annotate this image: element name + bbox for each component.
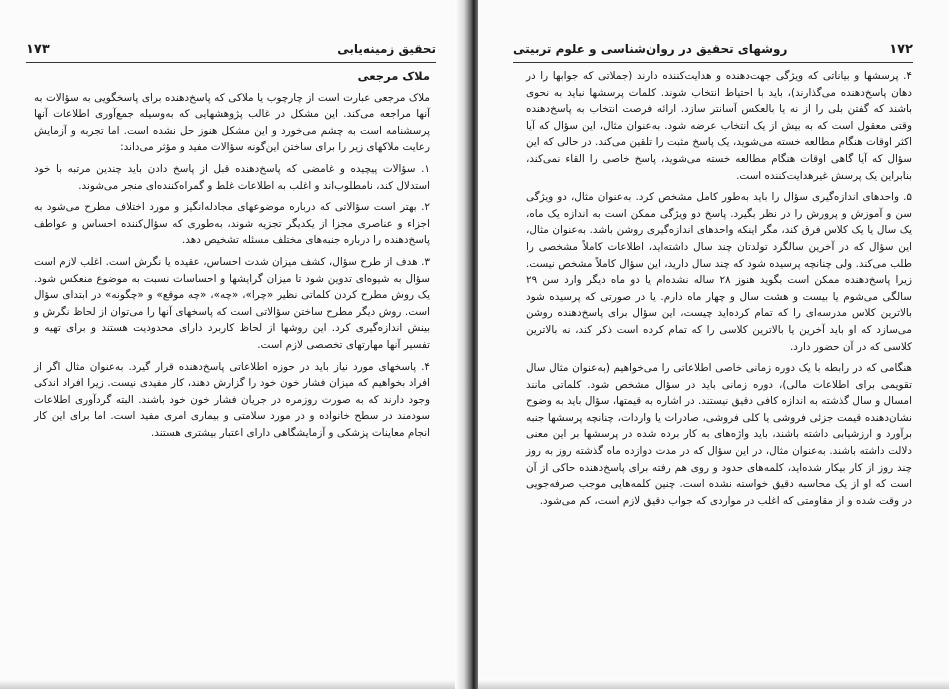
paragraph: ۵. واحدهای اندازه‌گیری سؤال را باید به‌طور کامل مشخص کرد. به‌عنوان مثال، دو ویژگی سن و آموزش و پرورش را در نظر بگیرد. پاسخ دو ویژگی ممکن است به اندازه یک ماه، یک سال یا یک کلاس فرق کند، مگر اینکه واحدهای اندازه‌گیری روشن باشد. به‌عنوان مثال، این سؤال که در آخرین سالگرد تولدتان چند سال داشته‌اید، اطلاعات کاملاً مشخصی را طلب می‌کند. ولی چنانچه پرسیده شود که چند سال دارید، این سؤال کاملاً مشخص نیست. زیرا پاسخ‌دهنده ممکن است بگوید هنوز ۲۸ ساله نشده‌ام یا دو ماه دیگر وارد سن ۲۹ سالگی می‌شوم یا بیست و هشت سال و چهار ماه دارم. یا در صورتی که پرسیده شود بالاترین کلاس مدرسه‌ای را که تمام کرده‌اید چیست، این سؤال برای پاسخ‌دهنده روشن می‌سازد که او باید آخرین یا بالاترین کلاسی را که تمام کرده است ذکر کند، نه بالاترین کلاسی که در آن حضور دارد. xyxy=(526,191,912,353)
right-page-running-title: روشهای تحقیق در روان‌شناسی و علوم تربیتی xyxy=(513,42,788,56)
paragraph: ملاک مرجعی عبارت است از چارچوب یا ملاکی که پاسخ‌دهنده برای پاسخگویی به سؤالات به آنها مراجعه می‌کند. این مشکل در غالب پژوهشهایی که به‌وسیله جمع‌آوری اطلاعات آنها پرسشنامه است به چشم می‌خورد و این مشکل هنوز حل نشده است. اما تجربه و آزمایش رعایت ملاکهای زیر را برای ساختن این‌گونه سؤالات مفید و مؤثر می‌داند: xyxy=(34,91,430,154)
right-page-number: ۱۷۲ xyxy=(889,41,913,57)
right-header-rule xyxy=(513,62,913,63)
right-page xyxy=(478,0,949,689)
right-page-header xyxy=(513,38,913,60)
left-page xyxy=(0,0,462,689)
left-page-number: ۱۷۳ xyxy=(26,41,50,57)
right-page-text xyxy=(526,68,912,514)
paragraph: ۳. هدف از طرح سؤال، کشف میزان شدت احساس، عقیده یا نگرش است. اغلب لازم است سؤال به شیوه‌ای تدوین شود تا میزان گرایشها و احساسات نسبت به موضوع منعکس شود. یک روش مطرح کردن کلماتی نظیر «چرا»، «چه»، «چه موقع» و «چگونه» در ابتدای سؤال است. روش دیگر مطرح ساختن سؤالاتی است که پاسخهای آنها را می‌توان از لحاظ نگرش و بینش اندازه‌گیری کرد. این روشها از لحاظ کاربرد دارای محدودیت هستند و برای تهیه و تفسیر آنها مهارتهای تخصصی لازم است. xyxy=(34,255,430,351)
paragraph: ۱. سؤالات پیچیده و غامضی که پاسخ‌دهنده قبل از پاسخ دادن باید چندین مرتبه با خود استدلال کند، نامطلوب‌اند و اغلب به اطلاعات غلط و گمراه‌کننده‌ای منجر می‌شوند. xyxy=(34,162,430,192)
paragraph: ۴. پاسخهای مورد نیاز باید در حوزه اطلاعاتی پاسخ‌دهنده قرار گیرد. به‌عنوان مثال اگر از افراد بخواهیم که میزان فشار خون خود را گزارش دهند، کار مفیدی نیست. زیرا افراد اندکی وجود دارند که به صورت روزمره در جریان فشار خون خود باشند. البته گردآوری اطلاعات سودمند در سطح خانواده و در مورد سلامتی و بیماری امری مفید است. اما برای این کار انجام معاینات پزشکی و آزمایشگاهی دارای اعتبار بیشتری هستند. xyxy=(34,360,430,439)
page-bottom-shadow xyxy=(478,679,949,689)
left-page-text xyxy=(34,68,430,446)
paragraph: هنگامی که در رابطه با یک دوره زمانی خاصی اطلاعاتی را می‌خواهیم (به‌عنوان مثال سال تقویمی برای اطلاعات مالی)، دوره زمانی باید در سؤال مشخص شود. کلماتی مانند امسال و سال گذشته به اندازه کافی دقیق نیستند. در اشاره به قیمتها، سؤال باید به وضوح نشان‌دهنده قیمت جزئی فروشی یا کلی فروشی، صادرات یا واردات، چنانچه پرسشها جنبه برآورد و ارزشیابی داشته باشند، باید واژه‌های به کار برده شده در پرسشها بر این معنی دلالت داشته باشند. به‌عنوان مثال، در این سؤال که در مدت دوازده ماه گذشته روز به روز چند روز از کار بیکار شده‌اید، کلمه‌های حدود و روی هم رفته برای پاسخ‌دهنده حاکی از آن است که او از یک محاسبه دقیق خواسته نشده است. چنین کلمه‌هایی موجب صرفه‌جویی در وقت شده و از مقاومتی که اغلب در مواردی که جواب دقیق لازم است، کم می‌شود. xyxy=(526,362,912,507)
left-header-rule xyxy=(26,62,436,63)
paragraph: ۴. پرسشها و بیاناتی که ویژگی جهت‌دهنده و هدایت‌کننده دارند (جملاتی که جوابها را در دهان پاسخ‌دهنده می‌گذارند)، باید با احتیاط انتخاب شوند. کلمات پرسشها نباید به نحوی باشند که گفتن بلی را از نه یا بالعکس آسانتر سازد. ارائه فرصت انتخاب به پاسخ‌دهنده وقتی معقول است که به بیش از یک انتخاب عرضه شود. به‌عنوان مثال، این سؤال که آیا اکثر اوقات هنگام مطالعه خسته می‌شوید، یک پاسخ مثبت را تلقین می‌کند. در حالی که این سؤال که آیا گاهی اوقات هنگام مطالعه خسته می‌شوید، پاسخ خاصی را القاء نمی‌کند، بنابراین یک پرسش غیرهدایت‌کننده است. xyxy=(526,70,912,182)
left-page-running-title: تحقیق زمینه‌یابی xyxy=(337,42,436,56)
page-bottom-shadow xyxy=(0,679,462,689)
paragraph: ۲. بهتر است سؤالاتی که درباره موضوعهای مجادله‌انگیز و مورد اختلاف مطرح می‌شود به اجزاء و عناصری مجزا از یکدیگر تجزیه شوند، به‌طوری که سؤال‌کننده احساس و عواطف پاسخ‌دهنده را درباره جنبه‌های مختلف مسئله تشخیص دهد. xyxy=(34,201,430,247)
section-title: ملاک مرجعی xyxy=(357,69,430,83)
left-page-header xyxy=(26,38,436,60)
